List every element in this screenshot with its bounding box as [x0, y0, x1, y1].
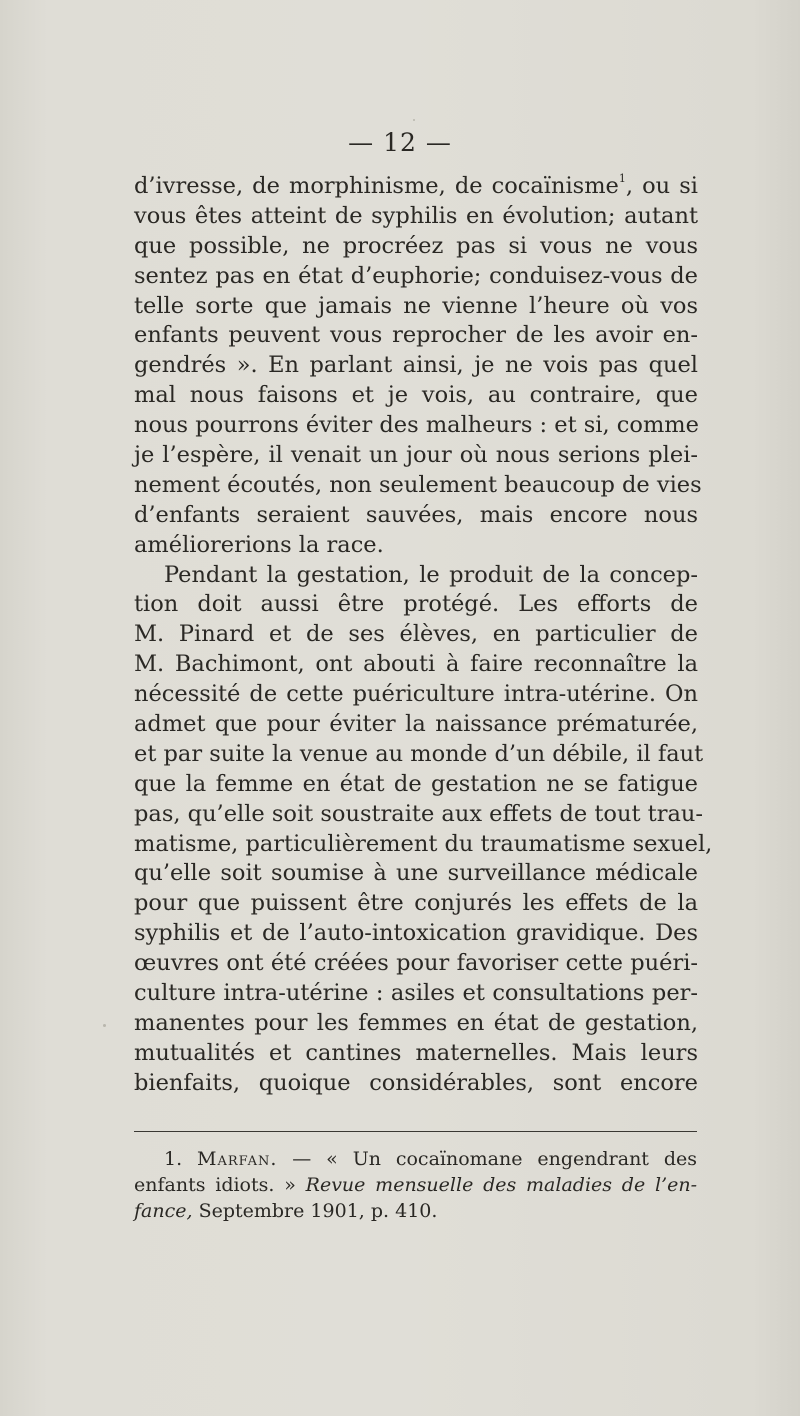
text-line-30: mutualités et cantines maternelles. Mais leurs — [134, 1039, 698, 1066]
text-line-6: enfants peuvent vous reprocher de les avoir en- — [134, 322, 698, 349]
text-line-2: vous êtes atteint de syphilis en évolution; autant — [134, 202, 698, 229]
text-line-21: que la femme en état de gestation ne se fatigue — [134, 770, 698, 797]
text-line-8: mal nous faisons et je vois, au contraire, que — [134, 382, 698, 409]
text-line-26: syphilis et de l’auto-intoxication gravidique. Des — [134, 920, 698, 947]
footnote-line-1: 1. Marfan. — « Un cocaïnomane engendrant des — [164, 1148, 697, 1170]
footnote-reference[interactable]: 1 — [618, 172, 626, 185]
body-text — [134, 172, 713, 1099]
text-line-20: et par suite la venue au monde d’un débile, il faut — [134, 740, 704, 767]
text-line-15: tion doit aussi être protégé. Les efforts de — [134, 591, 698, 618]
text-line-18: nécessité de cette puériculture intra-utérine. On — [134, 681, 698, 708]
text-line-9: nous pourrons éviter des malheurs : et si, comme — [134, 412, 699, 439]
footnote-divider — [134, 1131, 697, 1132]
text-line-28: culture intra-utérine : asiles et consultations per- — [134, 980, 698, 1007]
text-line-11: nement écoutés, non seulement beaucoup de vies — [134, 471, 702, 498]
footnote-line-2: enfants idiots. » Revue mensuelle des maladies de l’en- — [134, 1174, 698, 1196]
text-line-1: d’ivresse, de morphinisme, de cocaïnisme$^1$, ou si — [134, 172, 698, 199]
text-line-22: pas, qu’elle soit soustraite aux effets de tout trau- — [134, 800, 703, 827]
footnote-author: Marfan. — [197, 1148, 278, 1170]
page-number: — 12 — — [348, 128, 452, 157]
paper-speck — [413, 119, 415, 121]
footnote — [134, 1146, 697, 1224]
text-line-27: œuvres ont été créées pour favoriser cette puéri- — [134, 950, 698, 977]
footnote-number: 1. — [164, 1148, 183, 1170]
text-line-25: pour que puissent être conjurés les effets de la — [134, 890, 698, 917]
text-line-7: gendrés ». En parlant ainsi, je ne vois pas quel — [134, 352, 698, 379]
text-line-16: M. Pinard et de ses élèves, en particulier de — [134, 621, 698, 648]
text-line-3: que possible, ne procréez pas si vous ne vous — [134, 232, 698, 259]
footnote-line-3: fance, Septembre 1901, p. 410. — [134, 1200, 438, 1222]
text-line-23: matisme, particulièrement du traumatisme sexuel, — [134, 830, 713, 857]
text-line-19: admet que pour éviter la naissance prématurée, — [134, 711, 698, 738]
text-line-10: je l’espère, il venait un jour où nous serions plei- — [134, 442, 698, 469]
paper-speck — [103, 1024, 106, 1027]
text-line-13: améliorerions la race. — [134, 531, 384, 558]
text-line-24: qu’elle soit soumise à une surveillance médicale — [134, 860, 698, 887]
text-line-14: Pendant la gestation, le produit de la concep- — [164, 561, 698, 588]
text-line-29: manentes pour les femmes en état de gestation, — [134, 1009, 698, 1036]
text-line-17: M. Bachimont, ont abouti à faire reconnaître la — [134, 651, 698, 678]
text-line-5: telle sorte que jamais ne vienne l’heure où vos — [134, 292, 698, 319]
text-line-31: bienfaits, quoique considérables, sont encore — [134, 1069, 698, 1096]
footnote-journal: Revue mensuelle des maladies de l’en- — [305, 1174, 698, 1196]
text-line-12: d’enfants seraient sauvées, mais encore nous — [134, 501, 698, 528]
text-line-4: sentez pas en état d’euphorie; conduisez-vous de — [134, 262, 698, 289]
